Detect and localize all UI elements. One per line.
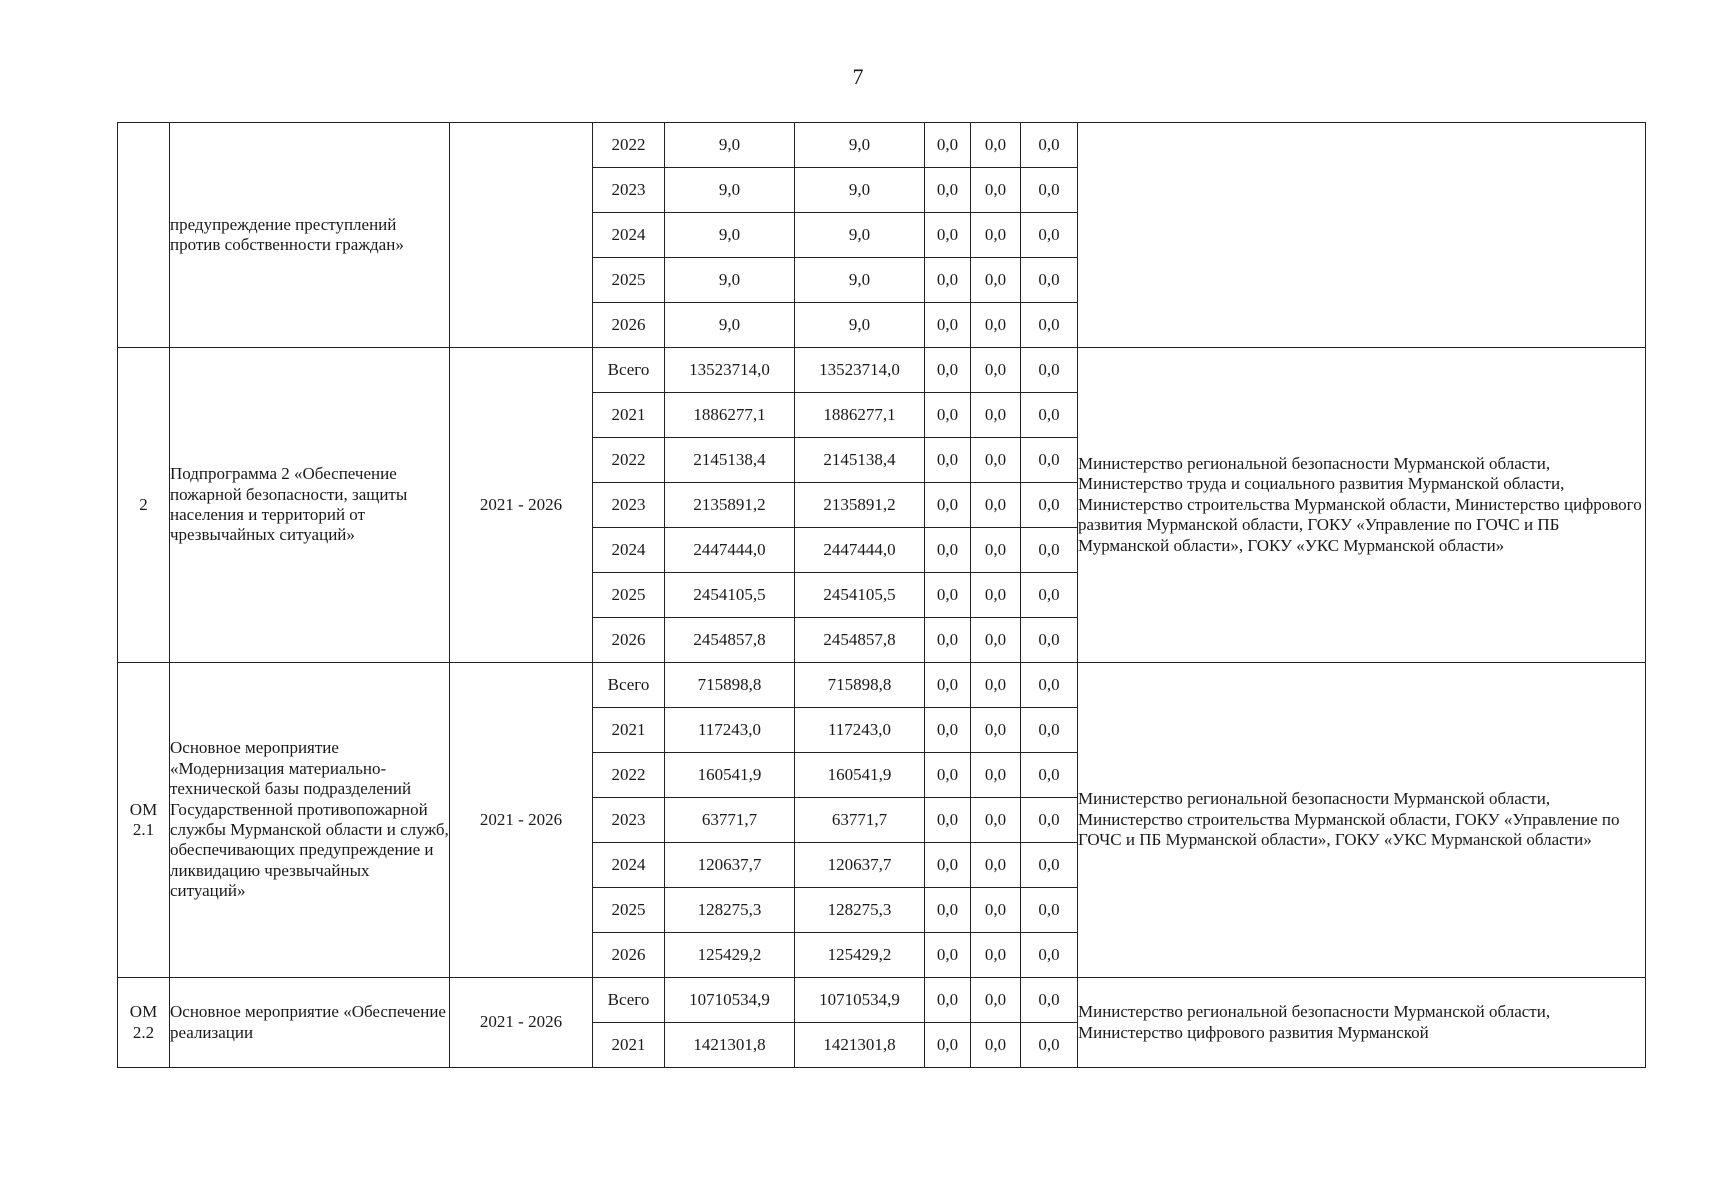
regional-cell: 117243,0 bbox=[795, 708, 925, 753]
year-cell: 2025 bbox=[593, 888, 665, 933]
year-cell: 2023 bbox=[593, 483, 665, 528]
row-period: 2021 - 2026 bbox=[450, 348, 593, 663]
row-name: Основное мероприятие «Модернизация материально-технической базы подразделений Государственной противопожарной службы Мурманской области и служб, обеспечивающих предупреждение и ликвидацию чрезвычайных ситуаций» bbox=[170, 663, 450, 978]
regional-cell: 10710534,9 bbox=[795, 978, 925, 1023]
year-cell: 2026 bbox=[593, 618, 665, 663]
budget-table bbox=[117, 122, 1646, 1068]
row-name: Подпрограмма 2 «Обеспечение пожарной безопасности, защиты населения и территорий от чрезвычайных ситуаций» bbox=[170, 348, 450, 663]
other-cell: 0,0 bbox=[1021, 348, 1078, 393]
year-cell: 2024 bbox=[593, 843, 665, 888]
regional-cell: 9,0 bbox=[795, 303, 925, 348]
regional-cell: 125429,2 bbox=[795, 933, 925, 978]
year-cell: 2023 bbox=[593, 798, 665, 843]
regional-cell: 160541,9 bbox=[795, 753, 925, 798]
local-cell: 0,0 bbox=[971, 168, 1021, 213]
total-cell: 9,0 bbox=[665, 213, 795, 258]
regional-cell: 9,0 bbox=[795, 258, 925, 303]
total-cell: 120637,7 bbox=[665, 843, 795, 888]
regional-cell: 9,0 bbox=[795, 123, 925, 168]
year-cell: Всего bbox=[593, 978, 665, 1023]
year-cell: 2025 bbox=[593, 573, 665, 618]
local-cell: 0,0 bbox=[971, 888, 1021, 933]
row-number bbox=[118, 123, 170, 348]
federal-cell: 0,0 bbox=[925, 843, 971, 888]
federal-cell: 0,0 bbox=[925, 663, 971, 708]
local-cell: 0,0 bbox=[971, 618, 1021, 663]
federal-cell: 0,0 bbox=[925, 798, 971, 843]
other-cell: 0,0 bbox=[1021, 843, 1078, 888]
total-cell: 13523714,0 bbox=[665, 348, 795, 393]
regional-cell: 13523714,0 bbox=[795, 348, 925, 393]
regional-cell: 1421301,8 bbox=[795, 1023, 925, 1068]
regional-cell: 128275,3 bbox=[795, 888, 925, 933]
local-cell: 0,0 bbox=[971, 753, 1021, 798]
other-cell: 0,0 bbox=[1021, 663, 1078, 708]
table-row bbox=[118, 978, 1646, 1023]
table-row bbox=[118, 123, 1646, 168]
total-cell: 2454105,5 bbox=[665, 573, 795, 618]
federal-cell: 0,0 bbox=[925, 978, 971, 1023]
row-period bbox=[450, 123, 593, 348]
federal-cell: 0,0 bbox=[925, 888, 971, 933]
federal-cell: 0,0 bbox=[925, 348, 971, 393]
other-cell: 0,0 bbox=[1021, 888, 1078, 933]
federal-cell: 0,0 bbox=[925, 483, 971, 528]
other-cell: 0,0 bbox=[1021, 393, 1078, 438]
local-cell: 0,0 bbox=[971, 483, 1021, 528]
federal-cell: 0,0 bbox=[925, 528, 971, 573]
total-cell: 1886277,1 bbox=[665, 393, 795, 438]
other-cell: 0,0 bbox=[1021, 573, 1078, 618]
federal-cell: 0,0 bbox=[925, 213, 971, 258]
federal-cell: 0,0 bbox=[925, 708, 971, 753]
local-cell: 0,0 bbox=[971, 258, 1021, 303]
table-body bbox=[118, 123, 1646, 1068]
local-cell: 0,0 bbox=[971, 708, 1021, 753]
year-cell: 2026 bbox=[593, 303, 665, 348]
other-cell: 0,0 bbox=[1021, 168, 1078, 213]
local-cell: 0,0 bbox=[971, 1023, 1021, 1068]
total-cell: 2454857,8 bbox=[665, 618, 795, 663]
year-cell: 2022 bbox=[593, 438, 665, 483]
federal-cell: 0,0 bbox=[925, 1023, 971, 1068]
total-cell: 63771,7 bbox=[665, 798, 795, 843]
regional-cell: 715898,8 bbox=[795, 663, 925, 708]
total-cell: 9,0 bbox=[665, 258, 795, 303]
federal-cell: 0,0 bbox=[925, 438, 971, 483]
total-cell: 117243,0 bbox=[665, 708, 795, 753]
local-cell: 0,0 bbox=[971, 303, 1021, 348]
local-cell: 0,0 bbox=[971, 933, 1021, 978]
total-cell: 2447444,0 bbox=[665, 528, 795, 573]
other-cell: 0,0 bbox=[1021, 258, 1078, 303]
federal-cell: 0,0 bbox=[925, 258, 971, 303]
total-cell: 125429,2 bbox=[665, 933, 795, 978]
local-cell: 0,0 bbox=[971, 843, 1021, 888]
regional-cell: 120637,7 bbox=[795, 843, 925, 888]
local-cell: 0,0 bbox=[971, 123, 1021, 168]
other-cell: 0,0 bbox=[1021, 933, 1078, 978]
row-number: ОМ 2.1 bbox=[118, 663, 170, 978]
row-executors: Министерство региональной безопасности Мурманской области, Министерство цифрового развития Мурманской bbox=[1078, 978, 1646, 1068]
regional-cell: 2135891,2 bbox=[795, 483, 925, 528]
table-row bbox=[118, 348, 1646, 393]
row-executors: Министерство региональной безопасности Мурманской области, Министерство строительства Мурманской области, ГОКУ «Управление по ГОЧС и ПБ Мурманской области», ГОКУ «УКС Мурманской области» bbox=[1078, 663, 1646, 978]
row-name: Основное мероприятие «Обеспечение реализации bbox=[170, 978, 450, 1068]
other-cell: 0,0 bbox=[1021, 708, 1078, 753]
total-cell: 2145138,4 bbox=[665, 438, 795, 483]
year-cell: 2025 bbox=[593, 258, 665, 303]
local-cell: 0,0 bbox=[971, 978, 1021, 1023]
year-cell: 2021 bbox=[593, 1023, 665, 1068]
regional-cell: 2447444,0 bbox=[795, 528, 925, 573]
local-cell: 0,0 bbox=[971, 348, 1021, 393]
year-cell: 2021 bbox=[593, 393, 665, 438]
federal-cell: 0,0 bbox=[925, 393, 971, 438]
federal-cell: 0,0 bbox=[925, 618, 971, 663]
other-cell: 0,0 bbox=[1021, 483, 1078, 528]
year-cell: Всего bbox=[593, 663, 665, 708]
row-executors: Министерство региональной безопасности Мурманской области, Министерство труда и социального развития Мурманской области, Министерство строительства Мурманской области, Министерство цифрового развития Мурманской области, ГОКУ «Управление по ГОЧС и ПБ Мурманской области», ГОКУ «УКС Мурманской области» bbox=[1078, 348, 1646, 663]
row-period: 2021 - 2026 bbox=[450, 978, 593, 1068]
page-number: 7 bbox=[852, 64, 864, 89]
local-cell: 0,0 bbox=[971, 528, 1021, 573]
federal-cell: 0,0 bbox=[925, 933, 971, 978]
local-cell: 0,0 bbox=[971, 798, 1021, 843]
regional-cell: 2145138,4 bbox=[795, 438, 925, 483]
row-name: предупреждение преступлений против собственности граждан» bbox=[170, 123, 450, 348]
local-cell: 0,0 bbox=[971, 438, 1021, 483]
local-cell: 0,0 bbox=[971, 393, 1021, 438]
other-cell: 0,0 bbox=[1021, 1023, 1078, 1068]
year-cell: 2023 bbox=[593, 168, 665, 213]
regional-cell: 63771,7 bbox=[795, 798, 925, 843]
other-cell: 0,0 bbox=[1021, 123, 1078, 168]
other-cell: 0,0 bbox=[1021, 438, 1078, 483]
other-cell: 0,0 bbox=[1021, 978, 1078, 1023]
total-cell: 160541,9 bbox=[665, 753, 795, 798]
year-cell: 2024 bbox=[593, 213, 665, 258]
year-cell: 2022 bbox=[593, 753, 665, 798]
total-cell: 1421301,8 bbox=[665, 1023, 795, 1068]
regional-cell: 1886277,1 bbox=[795, 393, 925, 438]
year-cell: Всего bbox=[593, 348, 665, 393]
total-cell: 2135891,2 bbox=[665, 483, 795, 528]
year-cell: 2022 bbox=[593, 123, 665, 168]
year-cell: 2021 bbox=[593, 708, 665, 753]
federal-cell: 0,0 bbox=[925, 168, 971, 213]
total-cell: 715898,8 bbox=[665, 663, 795, 708]
row-number: 2 bbox=[118, 348, 170, 663]
other-cell: 0,0 bbox=[1021, 618, 1078, 663]
regional-cell: 9,0 bbox=[795, 213, 925, 258]
federal-cell: 0,0 bbox=[925, 303, 971, 348]
regional-cell: 9,0 bbox=[795, 168, 925, 213]
local-cell: 0,0 bbox=[971, 573, 1021, 618]
federal-cell: 0,0 bbox=[925, 573, 971, 618]
table-row bbox=[118, 663, 1646, 708]
total-cell: 9,0 bbox=[665, 168, 795, 213]
total-cell: 128275,3 bbox=[665, 888, 795, 933]
total-cell: 10710534,9 bbox=[665, 978, 795, 1023]
federal-cell: 0,0 bbox=[925, 753, 971, 798]
row-period: 2021 - 2026 bbox=[450, 663, 593, 978]
year-cell: 2026 bbox=[593, 933, 665, 978]
total-cell: 9,0 bbox=[665, 303, 795, 348]
row-number: ОМ 2.2 bbox=[118, 978, 170, 1068]
federal-cell: 0,0 bbox=[925, 123, 971, 168]
row-executors bbox=[1078, 123, 1646, 348]
other-cell: 0,0 bbox=[1021, 213, 1078, 258]
regional-cell: 2454857,8 bbox=[795, 618, 925, 663]
year-cell: 2024 bbox=[593, 528, 665, 573]
other-cell: 0,0 bbox=[1021, 753, 1078, 798]
other-cell: 0,0 bbox=[1021, 798, 1078, 843]
other-cell: 0,0 bbox=[1021, 303, 1078, 348]
local-cell: 0,0 bbox=[971, 663, 1021, 708]
regional-cell: 2454105,5 bbox=[795, 573, 925, 618]
local-cell: 0,0 bbox=[971, 213, 1021, 258]
other-cell: 0,0 bbox=[1021, 528, 1078, 573]
total-cell: 9,0 bbox=[665, 123, 795, 168]
